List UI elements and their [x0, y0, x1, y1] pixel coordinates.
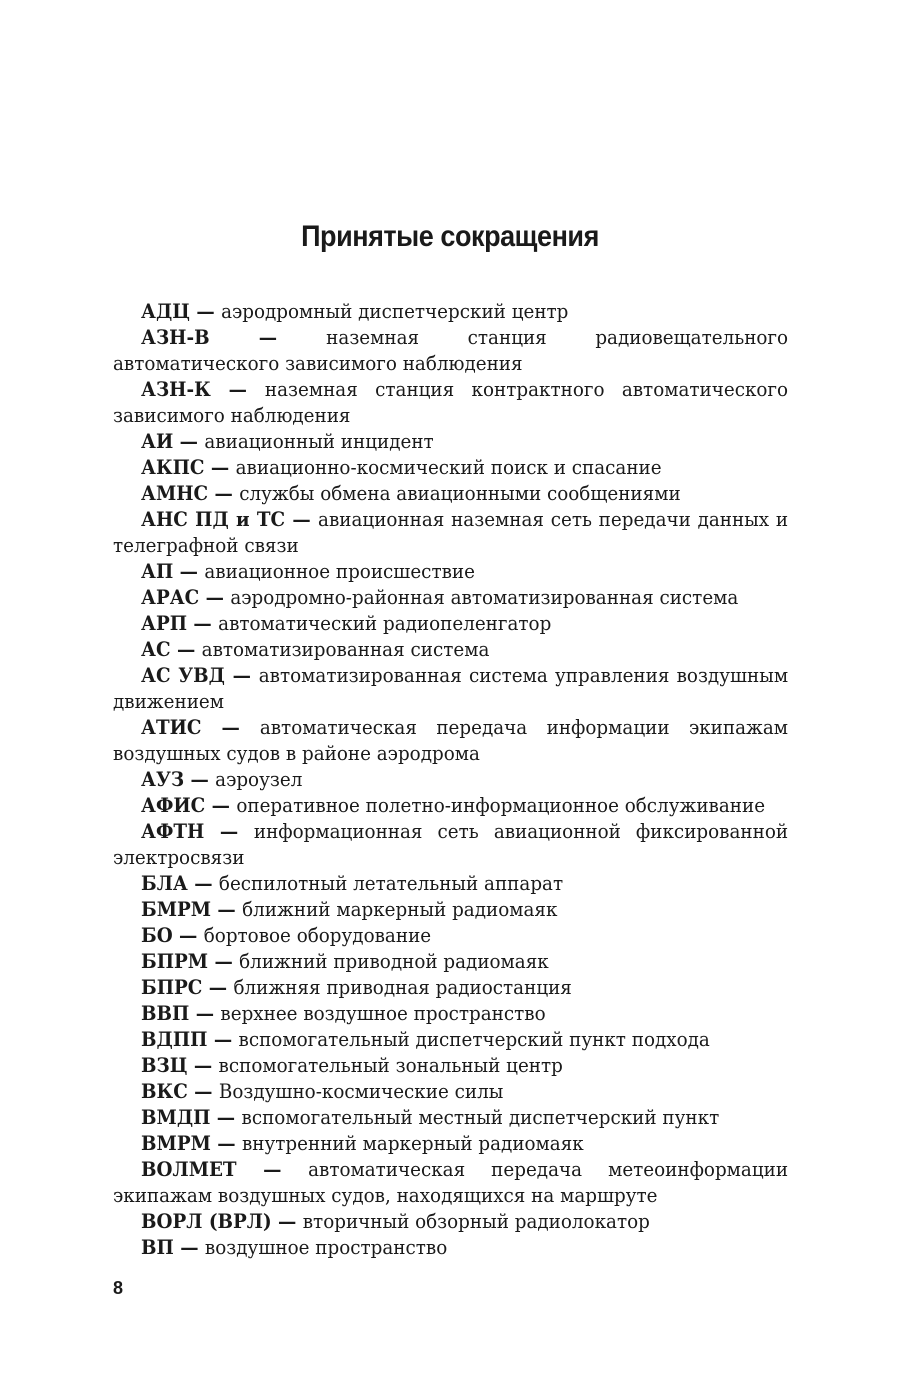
abbreviation-definition: авиационный инцидент: [204, 430, 434, 453]
abbreviation-definition: автоматическая передача метеоинформации экипажам воздушных судов, находящихся на маршруте: [113, 1158, 789, 1207]
abbreviation-term: БО: [141, 924, 173, 947]
abbreviation-separator: —: [173, 430, 205, 453]
abbreviation-entry: [113, 767, 788, 793]
abbreviation-definition: аэродромный диспетчерский центр: [221, 300, 569, 323]
abbreviation-term: ВОЛМЕТ: [141, 1158, 237, 1181]
abbreviation-definition: авиационно-космический поиск и спасание: [235, 456, 662, 479]
abbreviation-term: АНС ПД и ТС: [141, 508, 286, 531]
abbreviation-separator: —: [236, 1158, 309, 1181]
abbreviation-term: ВКС: [141, 1080, 188, 1103]
abbreviation-definition: автоматический радиопеленгатор: [218, 612, 552, 635]
abbreviation-entry: [113, 1079, 788, 1105]
abbreviation-term: АС: [141, 638, 171, 661]
abbreviation-separator: —: [170, 638, 202, 661]
abbreviation-definition: вспомогательный зональный центр: [218, 1054, 563, 1077]
abbreviation-term: АРП: [141, 612, 188, 635]
abbreviation-separator: —: [207, 1028, 239, 1051]
abbreviation-entry: [113, 871, 788, 897]
abbreviation-entry: [113, 481, 788, 507]
abbreviation-term: ВЗЦ: [141, 1054, 188, 1077]
abbreviation-separator: —: [204, 456, 236, 479]
abbreviation-definition: воздушное пространство: [204, 1236, 448, 1259]
abbreviation-definition: автоматизированная система управления воздушным движением: [113, 664, 789, 713]
abbreviation-term: ВМРМ: [141, 1132, 211, 1155]
abbreviation-entry: [113, 507, 788, 559]
abbreviation-entry: [113, 1157, 788, 1209]
abbreviation-entry: [113, 949, 788, 975]
abbreviation-entry: [113, 975, 788, 1001]
abbreviation-separator: —: [172, 924, 204, 947]
abbreviation-term: БПРМ: [141, 950, 209, 973]
abbreviation-term: АУЗ: [141, 768, 185, 791]
abbreviation-term: АРАС: [141, 586, 200, 609]
abbreviation-term: АИ: [141, 430, 174, 453]
abbreviation-entry: [113, 325, 788, 377]
abbreviation-definition: автоматическая передача информации экипажам воздушных судов в районе аэродрома: [113, 716, 789, 765]
abbreviation-separator: —: [271, 1210, 303, 1233]
abbreviation-definition: наземная станция радиовещательного автоматического зависимого наблюдения: [113, 326, 789, 375]
abbreviation-entry: [113, 819, 788, 871]
abbreviation-term: БЛА: [141, 872, 188, 895]
abbreviation-definition: авиационная наземная сеть передачи данных и телеграфной связи: [113, 508, 789, 557]
abbreviation-separator: —: [189, 1002, 221, 1025]
abbreviation-term: ВМДП: [141, 1106, 211, 1129]
abbreviation-separator: —: [187, 872, 219, 895]
abbreviation-entry: [113, 559, 788, 585]
abbreviation-definition: беспилотный летательный аппарат: [218, 872, 564, 895]
abbreviation-entry: [113, 637, 788, 663]
abbreviation-separator: —: [208, 950, 240, 973]
abbreviation-term: БМРМ: [141, 898, 212, 921]
abbreviation-definition: аэродромно-районная автоматизированная система: [230, 586, 739, 609]
abbreviation-entry: [113, 1131, 788, 1157]
abbreviation-definition: вторичный обзорный радиолокатор: [302, 1210, 650, 1233]
abbreviation-term: ВВП: [141, 1002, 190, 1025]
abbreviation-entry: [113, 1027, 788, 1053]
abbreviation-definition: наземная станция контрактного автоматического зависимого наблюдения: [113, 378, 789, 427]
abbreviation-term: АМНС: [141, 482, 209, 505]
abbreviation-separator: —: [187, 612, 219, 635]
abbreviation-separator: —: [224, 664, 259, 687]
abbreviation-term: АДЦ: [141, 300, 190, 323]
abbreviation-definition: автоматизированная система: [201, 638, 490, 661]
abbreviation-separator: —: [199, 586, 231, 609]
abbreviation-definition: вспомогательный местный диспетчерский пункт: [241, 1106, 720, 1129]
abbreviation-separator: —: [201, 716, 260, 739]
abbreviation-entry: [113, 1209, 788, 1235]
abbreviation-list: [113, 299, 788, 1261]
abbreviation-entry: [113, 377, 788, 429]
abbreviation-definition: аэроузел: [215, 768, 303, 791]
abbreviation-entry: [113, 897, 788, 923]
abbreviation-term: АЗН-К: [141, 378, 211, 401]
abbreviation-definition: внутренний маркерный радиомаяк: [241, 1132, 584, 1155]
abbreviation-entry: [113, 793, 788, 819]
abbreviation-entry: [113, 585, 788, 611]
page-title: Принятые сокращения: [301, 220, 599, 253]
page-number: 8: [113, 1278, 124, 1298]
abbreviation-term: АС УВД: [141, 664, 225, 687]
abbreviation-term: ВОРЛ (ВРЛ): [141, 1210, 272, 1233]
abbreviation-separator: —: [187, 1054, 219, 1077]
abbreviation-term: БПРС: [141, 976, 203, 999]
abbreviation-term: АП: [141, 560, 174, 583]
abbreviation-definition: ближняя приводная радиостанция: [233, 976, 572, 999]
abbreviation-definition: оперативное полетно-информационное обслуживание: [236, 794, 766, 817]
abbreviation-term: АФИС: [141, 794, 206, 817]
abbreviation-entry: [113, 429, 788, 455]
abbreviation-term: АТИС: [141, 716, 202, 739]
abbreviation-definition: ближний приводной радиомаяк: [239, 950, 549, 973]
abbreviation-term: ВДПП: [141, 1028, 208, 1051]
abbreviation-entry: [113, 663, 788, 715]
abbreviation-entry: [113, 1001, 788, 1027]
abbreviation-definition: авиационное происшествие: [204, 560, 475, 583]
abbreviation-separator: —: [210, 378, 265, 401]
abbreviation-separator: —: [210, 1132, 242, 1155]
abbreviation-definition: верхнее воздушное пространство: [220, 1002, 546, 1025]
abbreviation-entry: [113, 611, 788, 637]
abbreviation-separator: —: [173, 1236, 205, 1259]
abbreviation-entry: [113, 1053, 788, 1079]
abbreviation-separator: —: [210, 1106, 242, 1129]
abbreviation-separator: —: [209, 326, 327, 349]
abbreviation-separator: —: [189, 300, 222, 323]
abbreviation-definition: бортовое оборудование: [203, 924, 432, 947]
abbreviation-term: АКПС: [141, 456, 205, 479]
abbreviation-term: АФТН: [141, 820, 205, 843]
abbreviation-entry: [113, 1105, 788, 1131]
abbreviation-separator: —: [173, 560, 205, 583]
abbreviation-definition: ближний маркерный радиомаяк: [242, 898, 558, 921]
abbreviation-entry: [113, 455, 788, 481]
abbreviation-separator: —: [208, 482, 240, 505]
abbreviation-definition: вспомогательный диспетчерский пункт подхода: [238, 1028, 710, 1051]
abbreviation-separator: —: [211, 898, 243, 921]
abbreviation-separator: —: [202, 976, 234, 999]
abbreviation-definition: Воздушно-космические силы: [218, 1080, 504, 1103]
abbreviation-entry: [113, 923, 788, 949]
abbreviation-entry: [113, 715, 788, 767]
abbreviation-term: АЗН-В: [141, 326, 210, 349]
abbreviation-definition: информационная сеть авиационной фиксированной электросвязи: [113, 820, 789, 869]
abbreviation-separator: —: [285, 508, 319, 531]
abbreviation-definition: службы обмена авиационными сообщениями: [239, 482, 681, 505]
abbreviation-separator: —: [184, 768, 216, 791]
abbreviation-entry: [113, 1235, 788, 1261]
abbreviation-separator: —: [205, 794, 237, 817]
abbreviation-separator: —: [204, 820, 254, 843]
abbreviation-entry: [113, 299, 788, 325]
abbreviation-separator: —: [187, 1080, 219, 1103]
abbreviation-term: ВП: [141, 1236, 174, 1259]
